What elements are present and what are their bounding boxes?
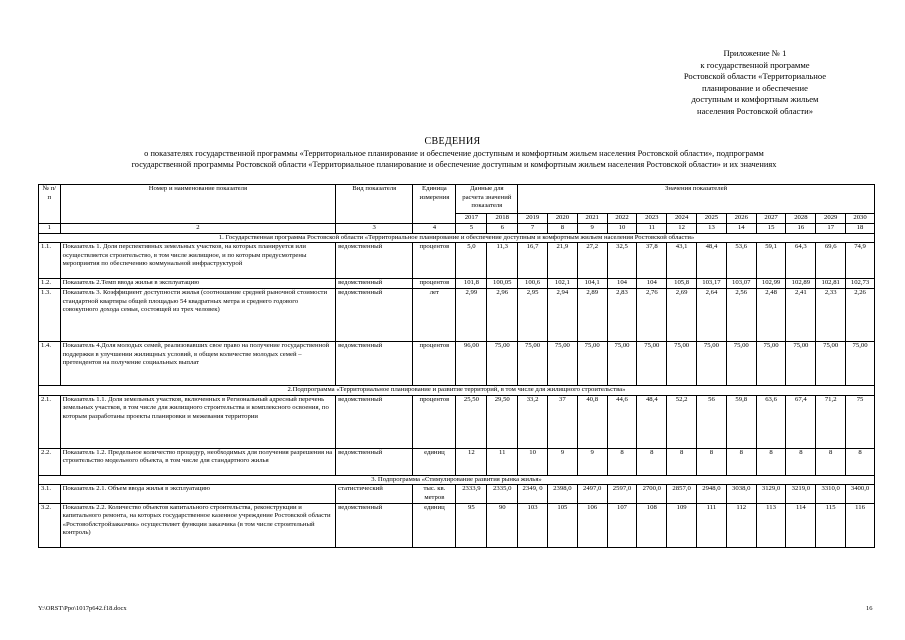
indicator-value: 63,6 (756, 395, 786, 448)
year-header: 2026 (726, 214, 756, 224)
indicator-value: 8 (607, 448, 637, 475)
indicator-value: 43,1 (667, 243, 697, 279)
indicator-value: 8 (786, 448, 816, 475)
row-number: 1.3. (39, 289, 61, 342)
indicator-value: 115 (816, 503, 846, 547)
table-row (39, 289, 875, 342)
indicator-value: 3129,0 (756, 485, 786, 503)
header-num: № п/п (39, 185, 61, 224)
row-number: 1.2. (39, 279, 61, 289)
column-number: 1 (39, 224, 61, 234)
indicator-value: 75,00 (577, 342, 607, 386)
indicator-value: 8 (637, 448, 667, 475)
indicator-value: 8 (846, 448, 875, 475)
indicator-value: 44,6 (607, 395, 637, 448)
indicator-value: 75,00 (726, 342, 756, 386)
indicator-value: 75,00 (518, 342, 548, 386)
indicator-value: 75,00 (846, 342, 875, 386)
indicator-value: 2597,0 (607, 485, 637, 503)
appendix-line: Приложение № 1 (723, 48, 787, 58)
indicator-value: 9 (547, 448, 577, 475)
column-number: 5 (456, 224, 487, 234)
table-row (39, 485, 875, 503)
table-row (39, 448, 875, 475)
indicator-value: 16,7 (518, 243, 548, 279)
indicator-value: 2,95 (518, 289, 548, 342)
indicator-value: 21,9 (547, 243, 577, 279)
row-number: 1.1. (39, 243, 61, 279)
indicator-value: 95 (456, 503, 487, 547)
year-header: 2021 (577, 214, 607, 224)
indicator-value: 74,9 (846, 243, 875, 279)
indicator-value: 2,48 (756, 289, 786, 342)
column-number: 18 (846, 224, 875, 234)
indicator-unit: процентов (413, 243, 456, 279)
indicator-value: 9 (577, 448, 607, 475)
indicator-value: 2398,0 (547, 485, 577, 503)
section-title: 3. Подпрограмма «Стимулирование развития рынка жилья» (39, 475, 875, 485)
indicator-value: 59,1 (756, 243, 786, 279)
subtitle-line: о показателях государственной программы «Территориальное планирование и обеспечение доступным и комфортным жильем населения Ростовской области», подпрограмм (144, 149, 764, 158)
section-title: 2.Подпрограмма «Территориальное планирование и развитие территорий, в том числе для жилищного строительства» (39, 386, 875, 396)
appendix-line: Ростовской области «Территориальное (683, 71, 827, 82)
column-number: 10 (607, 224, 637, 234)
indicator-value: 2,94 (547, 289, 577, 342)
indicator-unit: единиц (413, 503, 456, 547)
indicator-value: 2333,9 (456, 485, 487, 503)
indicator-value: 111 (697, 503, 727, 547)
appendix-line: к государственной программе (700, 59, 810, 70)
indicator-value: 2,41 (786, 289, 816, 342)
subtitle-line: государственной программы Ростовской области «Территориальное планирование и обеспечение доступным и комфортным жильем населения Ростовской области» и их значениях (131, 160, 777, 169)
indicator-name: Показатель 1. Доля перспективных земельных участков, на которых планируется или осуществляется строительство, в том числе жилищное, и по которым предусмотрены мероприятия по обеспечению коммунальной инфраструктурой (60, 243, 336, 279)
indicator-value: 105 (547, 503, 577, 547)
indicator-value: 107 (607, 503, 637, 547)
indicator-value: 103,17 (697, 279, 727, 289)
indicator-value: 102,99 (756, 279, 786, 289)
indicator-value: 75,00 (786, 342, 816, 386)
indicator-type: ведомственный (336, 279, 413, 289)
indicator-value: 64,3 (786, 243, 816, 279)
indicator-name: Показатель 2.2. Количество объектов капитального строительства, реконструкции и капитального ремонта, на которых государственное казенное учреждение Ростовской области «Ростовоблстройзаказчик» осуществляет функции заказчика (в том числе строительный контроль) (60, 503, 336, 547)
indicator-value: 12 (456, 448, 487, 475)
indicator-value: 75,00 (607, 342, 637, 386)
year-header: 2025 (697, 214, 727, 224)
column-number: 3 (336, 224, 413, 234)
indicator-unit: процентов (413, 395, 456, 448)
column-number: 8 (547, 224, 577, 234)
indicator-value: 69,6 (816, 243, 846, 279)
column-number: 6 (487, 224, 518, 234)
column-number: 12 (667, 224, 697, 234)
indicator-value: 102,89 (786, 279, 816, 289)
indicator-value: 102,81 (816, 279, 846, 289)
indicator-value: 104,1 (577, 279, 607, 289)
year-header: 2023 (637, 214, 667, 224)
column-number: 13 (697, 224, 727, 234)
indicator-unit: единиц (413, 448, 456, 475)
table-row (39, 279, 875, 289)
year-header: 2020 (547, 214, 577, 224)
indicator-value: 48,4 (697, 243, 727, 279)
year-header: 2018 (487, 214, 518, 224)
indicator-type: ведомственный (336, 448, 413, 475)
year-header: 2024 (667, 214, 697, 224)
indicator-value: 3219,0 (786, 485, 816, 503)
indicator-value: 40,8 (577, 395, 607, 448)
column-number-row (39, 224, 875, 234)
indicator-value: 104 (637, 279, 667, 289)
year-header: 2029 (816, 214, 846, 224)
indicator-value: 75,00 (547, 342, 577, 386)
indicator-value: 67,4 (786, 395, 816, 448)
appendix-block (640, 48, 870, 118)
section-row (39, 386, 875, 396)
document-title: СВЕДЕНИЯ (424, 136, 481, 147)
appendix-line: населения Ростовской области» (696, 105, 813, 116)
indicator-value: 8 (756, 448, 786, 475)
indicator-value: 32,5 (607, 243, 637, 279)
indicator-unit: процентов (413, 279, 456, 289)
indicator-value: 75,00 (667, 342, 697, 386)
indicator-value: 109 (667, 503, 697, 547)
indicator-value: 8 (726, 448, 756, 475)
indicator-value: 56 (697, 395, 727, 448)
indicator-value: 2948,0 (697, 485, 727, 503)
indicator-type: ведомственный (336, 503, 413, 547)
indicator-type: ведомственный (336, 289, 413, 342)
indicator-value: 29,50 (487, 395, 518, 448)
indicator-value: 2,83 (607, 289, 637, 342)
indicator-value: 37 (547, 395, 577, 448)
year-header: 2030 (846, 214, 875, 224)
indicator-value: 2700,0 (637, 485, 667, 503)
section-title: 1. Государственная программа Ростовской области «Территориальное планирование и обеспечение доступным и комфортным жильем населения Ростовской области» (39, 233, 875, 243)
year-header: 2028 (786, 214, 816, 224)
indicator-value: 100,05 (487, 279, 518, 289)
indicator-value: 102,73 (846, 279, 875, 289)
year-header: 2017 (456, 214, 487, 224)
year-header: 2022 (607, 214, 637, 224)
indicator-value: 103 (518, 503, 548, 547)
table-body (39, 185, 875, 548)
indicator-name: Показатель 4.Доля молодых семей, реализовавших свое право на получение государственной поддержки в улучшении жилищных условий, в общем количестве молодых семей – претендентов на получение социальных выплат (60, 342, 336, 386)
indicator-value: 101,8 (456, 279, 487, 289)
indicator-value: 2,69 (667, 289, 697, 342)
table-row (39, 503, 875, 547)
header-name: Номер и наименование показателя (60, 185, 336, 224)
indicator-type: ведомственный (336, 243, 413, 279)
indicator-value: 2349, 0 (518, 485, 548, 503)
indicator-value: 11 (487, 448, 518, 475)
indicator-value: 48,4 (637, 395, 667, 448)
column-number: 4 (413, 224, 456, 234)
indicator-value: 33,2 (518, 395, 548, 448)
year-header: 2027 (756, 214, 786, 224)
indicator-value: 52,2 (667, 395, 697, 448)
indicator-value: 10 (518, 448, 548, 475)
indicator-value: 11,3 (487, 243, 518, 279)
column-number: 11 (637, 224, 667, 234)
indicator-value: 90 (487, 503, 518, 547)
indicator-value: 59,8 (726, 395, 756, 448)
indicator-value: 75 (846, 395, 875, 448)
indicator-value: 2,99 (456, 289, 487, 342)
year-header: 2019 (518, 214, 548, 224)
column-number: 9 (577, 224, 607, 234)
indicator-type: статистический (336, 485, 413, 503)
column-number: 16 (786, 224, 816, 234)
row-number: 2.2. (39, 448, 61, 475)
column-number: 15 (756, 224, 786, 234)
indicator-type: ведомственный (336, 395, 413, 448)
section-row (39, 233, 875, 243)
indicator-value: 108 (637, 503, 667, 547)
indicator-value: 8 (667, 448, 697, 475)
indicator-value: 2,89 (577, 289, 607, 342)
indicator-unit: тыс. кв. метров (413, 485, 456, 503)
column-number: 2 (60, 224, 336, 234)
column-number: 17 (816, 224, 846, 234)
indicator-value: 102,1 (547, 279, 577, 289)
indicator-value: 3038,0 (726, 485, 756, 503)
indicator-value: 75,00 (637, 342, 667, 386)
header-type: Вид показателя (336, 185, 413, 224)
indicator-value: 3310,0 (816, 485, 846, 503)
indicator-value: 27,2 (577, 243, 607, 279)
header-row (39, 185, 875, 214)
indicator-value: 2,56 (726, 289, 756, 342)
indicator-value: 2857,0 (667, 485, 697, 503)
header-unit: Единица измерения (413, 185, 456, 224)
column-number: 14 (726, 224, 756, 234)
indicator-value: 2,26 (846, 289, 875, 342)
indicator-value: 8 (697, 448, 727, 475)
indicator-value: 5,0 (456, 243, 487, 279)
indicator-value: 112 (726, 503, 756, 547)
table-row (39, 395, 875, 448)
indicator-value: 75,00 (697, 342, 727, 386)
indicator-value: 2,96 (487, 289, 518, 342)
indicator-value: 2497,0 (577, 485, 607, 503)
indicator-value: 100,6 (518, 279, 548, 289)
indicator-value: 105,8 (667, 279, 697, 289)
row-number: 2.1. (39, 395, 61, 448)
table-row (39, 342, 875, 386)
indicator-type: ведомственный (336, 342, 413, 386)
indicator-value: 75,00 (756, 342, 786, 386)
indicator-value: 53,6 (726, 243, 756, 279)
table-row (39, 243, 875, 279)
indicator-value: 2,76 (637, 289, 667, 342)
header-values: Значения показателей (518, 185, 875, 214)
footer-file-path: Y:\ORST\Ppo\1017p642.f18.docx (38, 605, 127, 612)
indicator-unit: лет (413, 289, 456, 342)
indicator-value: 114 (786, 503, 816, 547)
indicators-table (38, 184, 875, 548)
indicator-value: 103,07 (726, 279, 756, 289)
indicator-value: 104 (607, 279, 637, 289)
indicator-value: 2,33 (816, 289, 846, 342)
indicator-value: 106 (577, 503, 607, 547)
section-row (39, 475, 875, 485)
indicator-name: Показатель 3. Коэффициент доступности жилья (соотношение средней рыночной стоимости стандартной квартиры общей площадью 54 квадратных метра и среднего годового совокупного дохода семьи, состоящей из трех человек) (60, 289, 336, 342)
indicator-name: Показатель 1.2. Предельное количество процедур, необходимых для получения разрешения на строительство модельного объекта, в том числе для стандартного жилья (60, 448, 336, 475)
page-number: 16 (866, 605, 873, 612)
appendix-line: доступным и комфортным жильем (691, 94, 819, 105)
indicator-name: Показатель 1.1. Доля земельных участков, включенных в Региональный адресный перечень земельных участков, в том числе для жилищного строительства и комплексного освоения, по которым разработаны проекты планировки и межевания территории (60, 395, 336, 448)
indicator-value: 25,50 (456, 395, 487, 448)
indicator-name: Показатель 2.1. Объем ввода жилья в эксплуатацию (60, 485, 336, 503)
header-base: Данные для расчета значений показателя (456, 185, 518, 214)
indicator-value: 3400,0 (846, 485, 875, 503)
indicator-unit: процентов (413, 342, 456, 386)
indicator-value: 116 (846, 503, 875, 547)
indicator-name: Показатель 2.Темп ввода жилья в эксплуатацию (60, 279, 336, 289)
indicator-value: 2,64 (697, 289, 727, 342)
row-number: 3.2. (39, 503, 61, 547)
indicator-value: 8 (816, 448, 846, 475)
indicator-value: 71,2 (816, 395, 846, 448)
indicator-value: 96,00 (456, 342, 487, 386)
row-number: 1.4. (39, 342, 61, 386)
indicator-value: 2335,0 (487, 485, 518, 503)
document-subtitle (30, 148, 878, 170)
appendix-line: планирование и обеспечение (702, 82, 808, 93)
column-number: 7 (518, 224, 548, 234)
row-number: 3.1. (39, 485, 61, 503)
indicator-value: 75,00 (816, 342, 846, 386)
indicator-value: 75,00 (487, 342, 518, 386)
indicator-value: 113 (756, 503, 786, 547)
indicator-value: 37,8 (637, 243, 667, 279)
